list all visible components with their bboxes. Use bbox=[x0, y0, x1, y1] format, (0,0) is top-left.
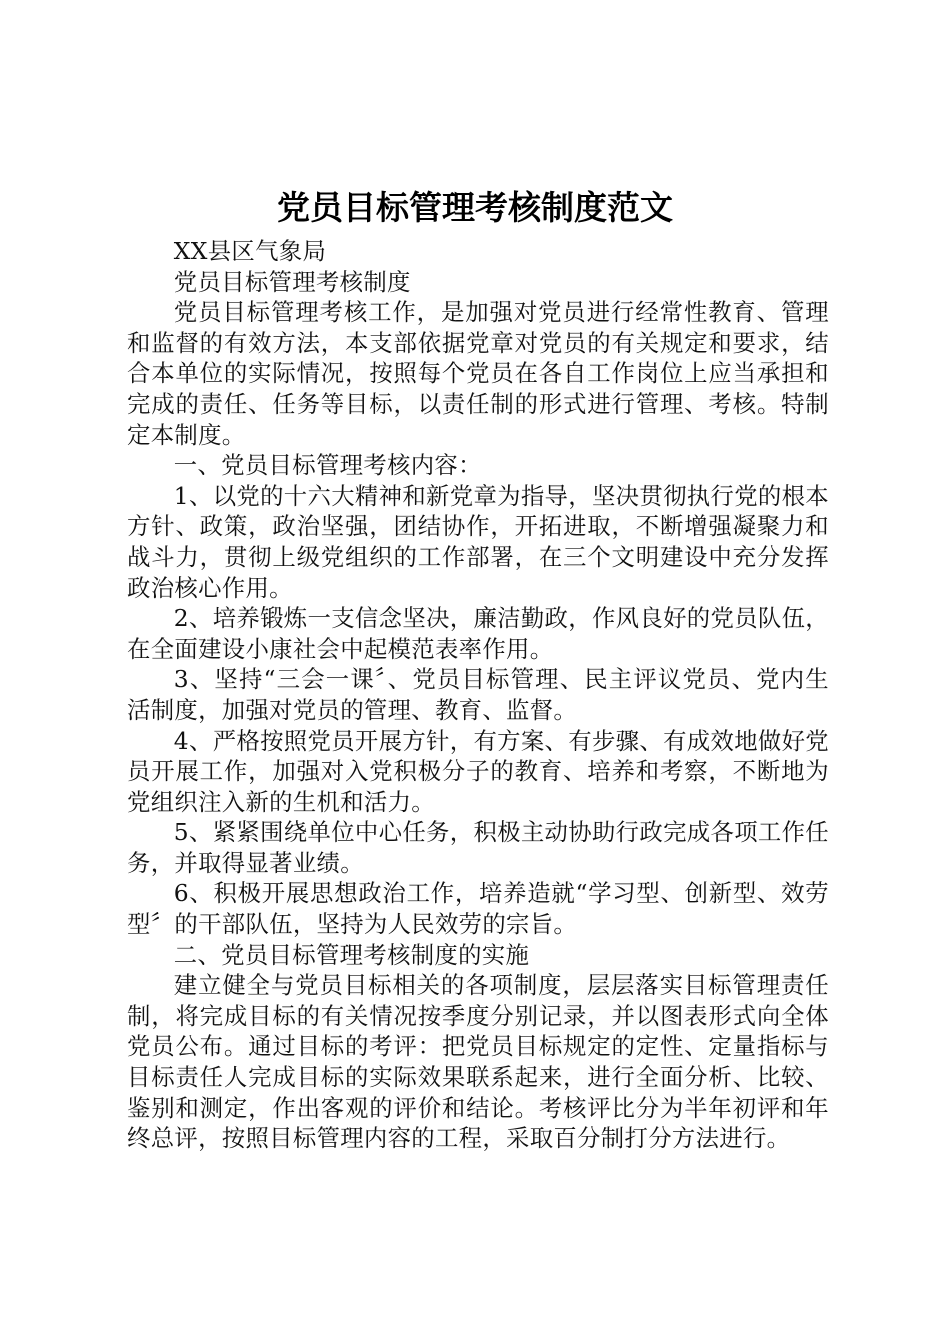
list-item-2: 2、培养锻炼一支信念坚决，廉洁勤政，作风良好的党员队伍，在全面建设小康社会中起模范表率作用。 bbox=[127, 604, 829, 663]
subtitle-line: 党员目标管理考核制度 bbox=[173, 267, 411, 296]
intro-paragraph: 党员目标管理考核工作，是加强对党员进行经常性教育、管理和监督的有效方法，本支部依据党章对党员的有关规定和要求，结合本单位的实际情况，按照每个党员在各自工作岗位上应当承担和完成的责任、任务等目标，以责任制的形式进行管理、考核。特制定本制度。 bbox=[127, 298, 829, 449]
document-body bbox=[127, 236, 829, 1154]
list-item-3: 3、坚持“三会一课〞、党员目标管理、民主评议党员、党内生活制度，加强对党员的管理、教育、监督。 bbox=[127, 665, 829, 724]
section-heading-2: 二、党员目标管理考核制度的实施 bbox=[173, 940, 530, 969]
document-title: 党员目标管理考核制度范文 bbox=[277, 188, 673, 227]
list-item-4: 4、严格按照党员开展方针，有方案、有步骤、有成效地做好党员开展工作，加强对入党积极分子的教育、培养和考察，不断地为党组织注入新的生机和活力。 bbox=[127, 726, 829, 816]
list-item-6: 6、积极开展思想政治工作，培养造就“学习型、创新型、效劳型〞的干部队伍，坚持为人民效劳的宗旨。 bbox=[127, 879, 829, 939]
list-item-1: 1、以党的十六大精神和新党章为指导，坚决贯彻执行党的根本方针、政策，政治坚强，团结协作，开拓进取，不断增强凝聚力和战斗力，贯彻上级党组织的工作部署，在三个文明建设中充分发挥政治核心作用。 bbox=[127, 481, 829, 602]
implementation-paragraph: 建立健全与党员目标相关的各项制度，层层落实目标管理责任制，将完成目标的有关情况按季度分别记录，并以图表形式向全体党员公布。通过目标的考评：把党员目标规定的定性、定量指标与目标责任人完成目标的实际效果联系起来，进行全面分析、比较、鉴别和测定，作出客观的评价和结论。考核评比分为半年初评和年终总评，按照目标管理内容的工程，采取百分制打分方法进行。 bbox=[127, 971, 829, 1153]
organization-line: XX县区气象局 bbox=[173, 237, 327, 265]
section-heading-1: 一、党员目标管理考核内容： bbox=[173, 451, 482, 480]
list-item-5: 5、紧紧围绕单位中心任务，积极主动协助行政完成各项工作任务，并取得显著业绩。 bbox=[127, 818, 829, 877]
